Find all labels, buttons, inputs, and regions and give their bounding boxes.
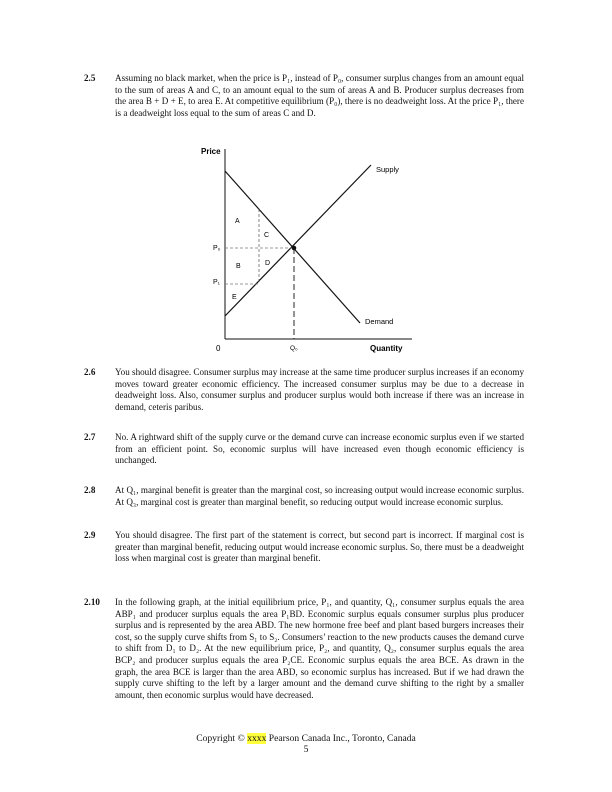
- answer-number: 2.8: [84, 485, 96, 495]
- area-d-label: D: [265, 260, 271, 267]
- copyright-text: Pearson Canada Inc., Toronto, Canada: [268, 733, 416, 744]
- copyright-prefix: Copyright ©: [196, 733, 245, 744]
- area-e-label: E: [232, 294, 237, 301]
- answer-2-5: [84, 73, 524, 119]
- answer-number: 2.9: [84, 530, 96, 540]
- answer-text: You should disagree. Consumer surplus may increase at the same time producer surplus increases if an economy moves toward greater economic efficiency. The increased consumer surplus may be due to a decrease in deadweight loss. Also, consumer surplus and producer surplus would both increase if there was an increase in demand, ceteris paribus.: [115, 367, 524, 412]
- q0-label: Q₀: [290, 345, 298, 352]
- answer-text: No. A rightward shift of the supply curve or the demand curve can increase economic surplus even if we started from an efficient point. So, economic surplus will have increased even though economic efficiency is unchanged.: [115, 432, 524, 466]
- answer-text: At Q₁, marginal benefit is greater than the marginal cost, so increasing output would increase economic surplus. At Q₃, marginal cost is greater than marginal benefit, so reducing output would increase economic surplus.: [115, 485, 524, 507]
- supply-curve: [225, 165, 371, 316]
- supply-label: Supply: [376, 165, 399, 174]
- answer-number: 2.6: [84, 367, 96, 377]
- area-c-label: C: [264, 232, 270, 239]
- answer-2-8: [84, 485, 524, 508]
- answer-number: 2.10: [84, 597, 100, 607]
- answer-number: 2.5: [84, 73, 96, 83]
- y-axis-label: Price: [201, 147, 221, 156]
- copyright-line: [0, 733, 612, 744]
- answer-2-7: [84, 432, 524, 467]
- highlighted-year: xxxx: [247, 733, 267, 744]
- origin-label: 0: [216, 344, 221, 353]
- page-footer: [0, 733, 612, 755]
- equilibrium-point: [292, 246, 297, 251]
- answer-2-10: [84, 597, 524, 701]
- answer-2-9: [84, 530, 524, 565]
- x-axis-label: Quantity: [370, 344, 403, 353]
- surplus-graph: [190, 142, 420, 357]
- p0-label: P₀: [213, 245, 221, 252]
- answer-text: You should disagree. The first part of the statement is correct, but second part is incorrect. If marginal cost is greater than marginal benefit, reducing output would increase economic surplus. So, there must be a deadweight loss when marginal cost is greater than marginal benefit.: [115, 530, 524, 564]
- demand-label: Demand: [365, 317, 394, 326]
- p1-label: P₁: [213, 279, 221, 286]
- area-b-label: B: [236, 263, 241, 270]
- answer-2-6: [84, 367, 524, 413]
- page-number: 5: [303, 744, 309, 755]
- answer-text: Assuming no black market, when the price is P₁, instead of P₀, consumer surplus changes from an amount equal to the sum of areas A and C, to an amount equal to the sum of areas A and B. Producer surplus decreases from the area B + D + E, to area E. At competitive equilibrium (P₀), there is no deadweight loss. At the price P₁, there is a deadweight loss equal to the sum of areas C and D.: [115, 73, 524, 118]
- area-a-label: A: [235, 218, 240, 225]
- answer-text: In the following graph, at the initial equilibrium price, P₁, and quantity, Q₁, consumer surplus equals the area ABP₁ and producer surplus equals the area P₁BD. Economic surplus equals consumer surplus plus producer surplus and is represented by the area ABD. The new hormone free beef and plant based burgers increases their cost, so the supply curve shifts from S₁ to S₂. Consumers’ reaction to the new products causes the demand curve to shift from D₁ to D₂. At the new equilibrium price, P₂, and quantity, Q₂, consumer surplus equals the area BCP₂ and producer surplus equals the area P₂CE. Economic surplus equals the area BCE. As drawn in the graph, the area BCE is larger than the area ABD, so economic surplus has increased. But if we had drawn the supply curve shifting to the left by a larger amount and the demand curve shifting to the right by a smaller amount, then economic surplus would have decreased.: [115, 597, 524, 700]
- answer-number: 2.7: [84, 432, 96, 442]
